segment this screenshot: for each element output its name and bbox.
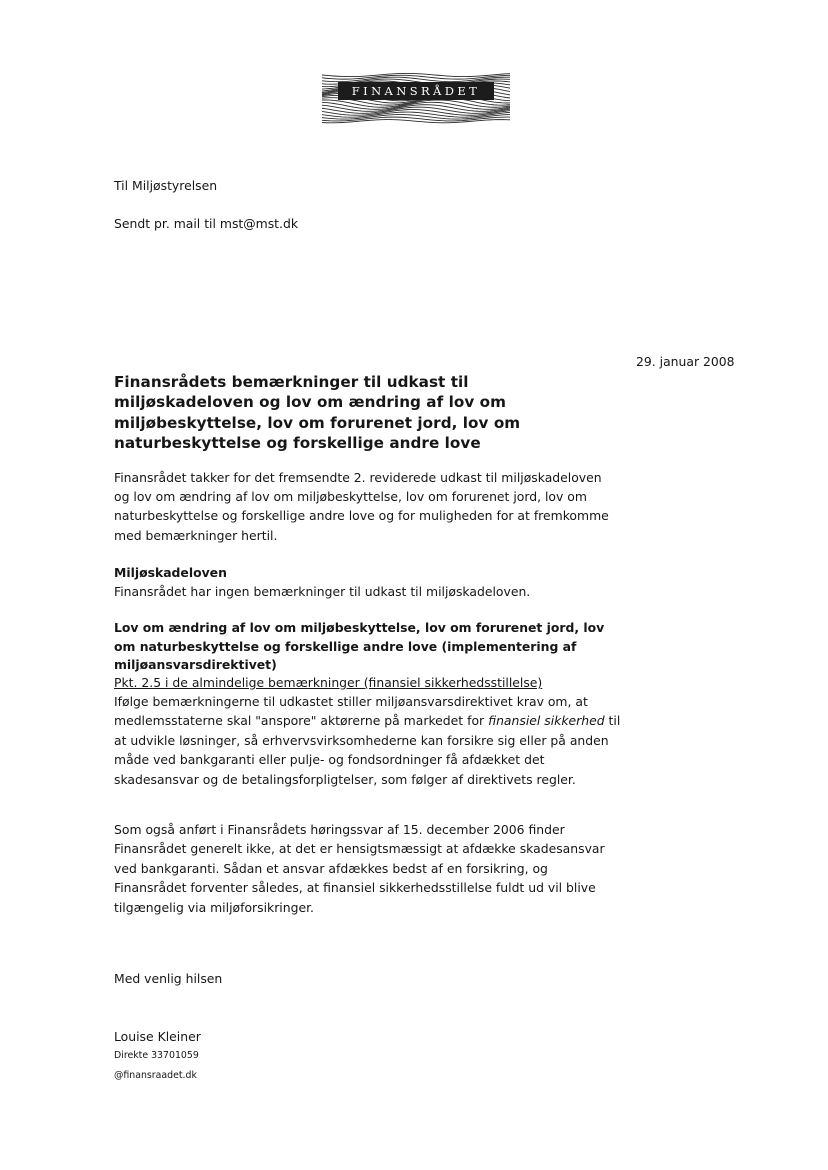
logo-line: [322, 105, 510, 112]
sent-by-mail-line: Sendt pr. mail til mst@mst.dk: [114, 216, 299, 231]
section2-paragraph-2: Som også anført i Finansrådets høringssvar af 15. december 2006 finder Finansrådet generelt ikke, at det er hensigtsmæssigt at afdække skadesansvar ved bankgaranti. Sådan et ansvar afdækkes bedst af en forsikring, og Finansrådet forventer således, at finansiel sikkerhedsstillelse fuldt ud vil blive tilgængelig via miljøforsikringer.: [114, 822, 605, 915]
letter-title: Finansrådets bemærkninger til udkast til miljøskadeloven og lov om ændring af lov om miljøbeskyttelse, lov om forurenet jord, lov om naturbeskyttelse og forskellige andre love: [114, 373, 521, 452]
p1-after: til at udvikle løsninger, så erhvervsvirksomhederne kan forsikre sig eller på anden måde ved bankgaranti eller pulje- og fondsordninger få afdækket det skadesansvar og de betalingsforpligtelser, som følger af direktivets regler.: [114, 713, 621, 787]
section1-text: Finansrådet har ingen bemærkninger til udkast til miljøskadeloven.: [114, 584, 531, 600]
signature-direct-phone: Direkte 33701059: [114, 1050, 199, 1061]
logo-text: FINANSRÅDET: [351, 84, 481, 98]
intro-paragraph: Finansrådet takker for det fremsendte 2. reviderede udkast til miljøskadeloven og lov om ændring af lov om miljøbeskyttelse, lov om forurenet jord, lov om naturbeskyttelse og forskellige andre love og for muligheden for at fremkomme med bemærkninger hertil.: [114, 470, 609, 543]
section1-heading: Miljøskadeloven: [114, 565, 227, 580]
signature-name: Louise Kleiner: [114, 1029, 201, 1044]
p1-before: Ifølge bemærkningerne til udkastet stiller miljøansvarsdirektivet krav om, at medlemsstaterne skal "anspore" aktørerne på markedet for: [114, 694, 588, 729]
closing-line: Med venlig hilsen: [114, 971, 223, 986]
section-miljoskadeloven: [114, 563, 634, 601]
letter-date: 29. januar 2008: [636, 354, 735, 369]
finansraadet-logo: [322, 72, 510, 126]
section2-heading: Lov om ændring af lov om miljøbeskyttelse, lov om forurenet jord, lov om naturbeskyttelse og forskellige andre love (implementering af miljøansvarsdirektivet): [114, 620, 605, 673]
section2-subheading: Pkt. 2.5 i de almindelige bemærkninger (finansiel sikkerhedsstillelse): [114, 675, 543, 690]
logo-engraved-lines: [322, 72, 510, 126]
p1-emphasis: finansiel sikkerhed: [488, 713, 605, 729]
recipient-line: Til Miljøstyrelsen: [114, 178, 218, 193]
signature-email: @finansraadet.dk: [114, 1070, 197, 1081]
section2-paragraph-1: [114, 692, 632, 789]
